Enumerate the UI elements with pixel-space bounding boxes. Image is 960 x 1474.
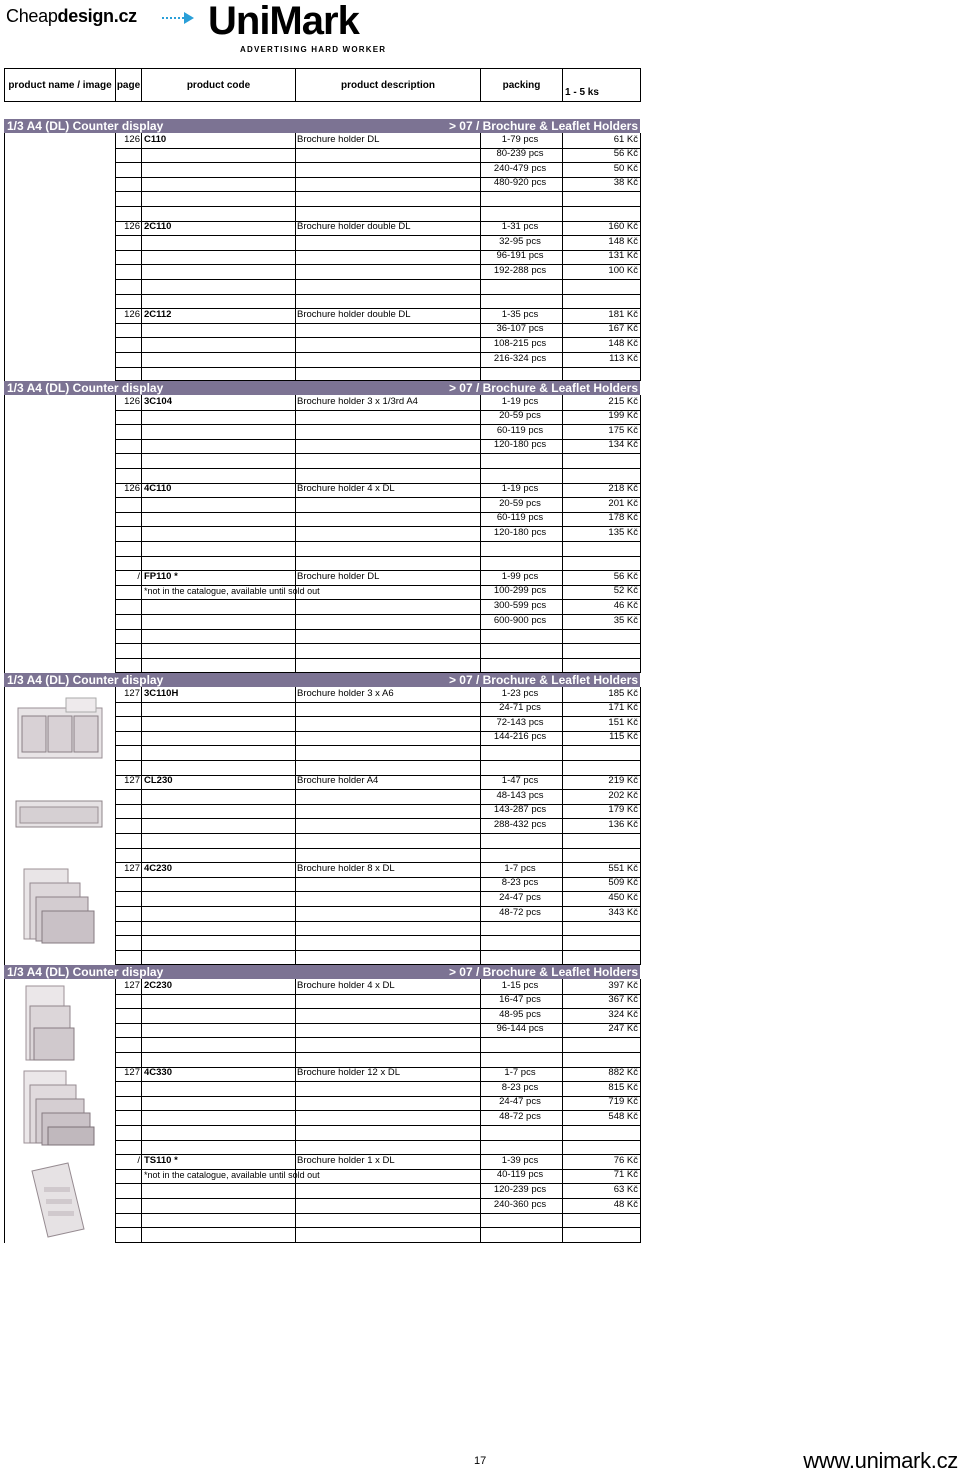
product-image	[10, 982, 110, 1066]
row-divider	[115, 367, 641, 368]
column-divider	[640, 979, 641, 1243]
tier-price: 113 Kč	[609, 352, 638, 364]
column-divider	[115, 395, 116, 673]
product-code: 2C110	[144, 221, 172, 233]
packing-tier: 1-19 pcs	[501, 483, 539, 495]
row-divider	[115, 191, 641, 192]
section-category: > 07 / Brochure & Leaflet Holders	[448, 673, 638, 687]
tier-price: 178 Kč	[608, 512, 638, 524]
packing-tier: 1-7 pcs	[504, 1067, 536, 1079]
tier-price: 76 Kč	[613, 1154, 638, 1166]
packing-tier: 240-360 pcs	[493, 1198, 547, 1210]
row-divider	[115, 950, 641, 951]
packing-tier: 60-119 pcs	[496, 512, 544, 524]
packing-tier: 100-299 pcs	[493, 585, 547, 597]
packing-tier: 1-31 pcs	[501, 221, 539, 233]
unimark-tagline: ADVERTISING HARD WORKER	[240, 45, 387, 54]
section-header	[4, 673, 640, 687]
tier-price: 56 Kč	[613, 148, 638, 160]
packing-tier: 96-191 pcs	[496, 250, 544, 262]
product-page: 127	[124, 1067, 140, 1079]
packing-tier: 72-143 pcs	[496, 716, 544, 728]
row-divider	[115, 1125, 641, 1126]
tier-price: 115 Kč	[609, 731, 638, 743]
tier-price: 52 Kč	[613, 585, 638, 597]
row-divider	[115, 658, 641, 659]
tier-price: 185 Kč	[608, 687, 638, 699]
row-divider	[115, 833, 641, 834]
packing-tier: 120-239 pcs	[493, 1184, 547, 1195]
product-page: 127	[124, 979, 140, 991]
tier-price: 175 Kč	[608, 424, 638, 436]
packing-tier: 108-215 pcs	[493, 338, 547, 349]
product-code: 4C230	[144, 862, 172, 874]
tier-price: 367 Kč	[608, 994, 638, 1006]
product-description: Brochure holder DL	[297, 570, 380, 582]
tier-price: 218 Kč	[608, 483, 638, 495]
packing-tier: 32-95 pcs	[499, 235, 541, 247]
row-divider	[115, 541, 641, 542]
column-divider	[640, 133, 641, 381]
row-divider	[115, 279, 641, 280]
packing-tier: 192-288 pcs	[493, 265, 547, 276]
section-title: 1/3 A4 (DL) Counter display	[7, 119, 164, 133]
product-code: 3C110H	[144, 687, 179, 699]
cheapdesign-logo	[6, 6, 137, 27]
product-image	[10, 777, 110, 861]
column-divider	[141, 979, 142, 1243]
product-description: Brochure holder 8 x DL	[297, 862, 395, 874]
row-divider	[115, 745, 641, 746]
tier-price: 136 Kč	[608, 819, 638, 830]
packing-tier: 48-95 pcs	[499, 1008, 541, 1020]
packing-tier: 144-216 pcs	[493, 731, 547, 743]
header-quantity	[563, 69, 640, 101]
header-page: page	[116, 69, 142, 101]
product-page: 126	[124, 483, 140, 495]
row-divider	[115, 760, 641, 761]
tier-price: 134 Kč	[608, 439, 638, 451]
packing-tier: 240-479 pcs	[493, 162, 547, 174]
row-divider	[115, 848, 641, 849]
packing-tier: 96-144 pcs	[496, 1023, 544, 1035]
row-divider	[115, 1242, 641, 1243]
row-divider	[115, 206, 641, 207]
tier-price: 450 Kč	[608, 892, 638, 903]
tier-price: 719 Kč	[608, 1096, 638, 1108]
tier-price: 167 Kč	[608, 323, 638, 335]
product-note: *not in the catalogue, available until sold out	[144, 586, 320, 597]
column-divider	[295, 687, 296, 965]
row-divider	[115, 468, 641, 469]
section-category: > 07 / Brochure & Leaflet Holders	[448, 381, 638, 395]
tier-price: 343 Kč	[608, 906, 638, 918]
section-category: > 07 / Brochure & Leaflet Holders	[448, 965, 638, 979]
packing-tier: 120-180 pcs	[493, 439, 547, 451]
product-page: 126	[124, 395, 140, 407]
packing-tier: 1-15 pcs	[501, 979, 539, 991]
product-description: Brochure holder 4 x DL	[297, 979, 395, 991]
column-divider	[115, 687, 116, 965]
product-code: 2C112	[144, 308, 172, 320]
packing-tier: 8-23 pcs	[501, 877, 539, 889]
product-code: CL230	[144, 775, 173, 787]
header-packing: packing	[481, 69, 563, 101]
product-code: 3C104	[144, 395, 172, 407]
packing-tier: 143-287 pcs	[493, 804, 547, 816]
section-title: 1/3 A4 (DL) Counter display	[7, 673, 164, 687]
column-divider	[295, 979, 296, 1243]
row-divider	[115, 643, 641, 644]
packing-tier: 36-107 pcs	[496, 323, 544, 335]
tier-price: 46 Kč	[613, 600, 638, 611]
product-description: Brochure holder double DL	[297, 308, 411, 320]
page-number: 17	[474, 1455, 487, 1467]
packing-tier: 24-47 pcs	[499, 892, 541, 903]
packing-tier: 120-180 pcs	[493, 527, 547, 538]
tier-price: 61 Kč	[613, 133, 638, 145]
row-divider	[115, 294, 641, 295]
tier-price: 551 Kč	[608, 862, 638, 874]
product-page: 127	[124, 687, 140, 699]
product-code: 4C330	[144, 1067, 172, 1079]
product-page: 127	[124, 775, 140, 787]
tier-price: 815 Kč	[608, 1081, 638, 1093]
price-table	[4, 119, 641, 1243]
product-description: Brochure holder double DL	[297, 221, 411, 233]
packing-tier: 1-7 pcs	[504, 862, 536, 874]
product-page: 127	[124, 862, 140, 874]
header-product-name: product name / image	[5, 69, 116, 101]
row-divider	[115, 556, 641, 557]
tier-price: 219 Kč	[608, 775, 638, 787]
packing-tier: 480-920 pcs	[493, 177, 547, 189]
product-note: *not in the catalogue, available until sold out	[144, 1170, 320, 1181]
row-divider	[115, 1037, 641, 1038]
row-divider	[115, 1213, 641, 1214]
packing-tier: 1-19 pcs	[501, 395, 539, 407]
tier-price: 247 Kč	[608, 1023, 638, 1035]
row-divider	[115, 921, 641, 922]
unimark-logo: UniMark	[208, 0, 359, 43]
header-product-description: product description	[296, 69, 481, 101]
product-description: Brochure holder 3 x A6	[297, 687, 394, 699]
tier-price: 202 Kč	[608, 789, 638, 801]
packing-tier: 20-59 pcs	[499, 497, 541, 509]
tier-price: 199 Kč	[608, 410, 638, 422]
column-divider	[295, 133, 296, 381]
packing-tier: 216-324 pcs	[493, 352, 547, 364]
packing-tier: 60-119 pcs	[496, 424, 544, 436]
packing-tier: 1-47 pcs	[501, 775, 539, 787]
tier-price: 131 Kč	[608, 250, 638, 262]
row-divider	[115, 453, 641, 454]
packing-tier: 1-35 pcs	[501, 308, 539, 320]
packing-tier: 300-599 pcs	[493, 600, 547, 611]
product-description: Brochure holder DL	[297, 133, 380, 145]
tier-price: 151 Kč	[608, 716, 638, 728]
packing-tier: 24-47 pcs	[499, 1096, 541, 1108]
table-header	[4, 68, 641, 102]
logo-cheap-bold: design.cz	[57, 6, 137, 26]
column-divider	[115, 979, 116, 1243]
tier-price: 50 Kč	[613, 162, 638, 174]
tier-price: 201 Kč	[608, 497, 638, 509]
column-divider	[141, 133, 142, 381]
product-image	[10, 1069, 110, 1153]
packing-tier: 80-239 pcs	[496, 148, 544, 160]
column-divider	[141, 395, 142, 673]
tier-price: 509 Kč	[608, 877, 638, 889]
tier-price: 215 Kč	[608, 395, 638, 407]
row-divider	[115, 1052, 641, 1053]
product-page: 126	[124, 221, 140, 233]
packing-tier: 48-143 pcs	[496, 789, 544, 801]
packing-tier: 40-119 pcs	[496, 1169, 544, 1181]
header-product-code: product code	[142, 69, 296, 101]
tier-price: 35 Kč	[613, 614, 638, 626]
product-image	[10, 690, 110, 774]
tier-price: 71 Kč	[613, 1169, 638, 1181]
product-code: 2C230	[144, 979, 172, 991]
column-divider	[640, 687, 641, 965]
product-code: C110	[144, 133, 167, 145]
tier-price: 56 Kč	[613, 570, 638, 582]
product-code: 4C110	[144, 483, 172, 495]
product-page: 126	[124, 133, 140, 145]
tier-price: 181 Kč	[608, 308, 638, 320]
tier-price: 148 Kč	[608, 338, 638, 349]
product-image	[10, 1157, 110, 1241]
packing-tier: 1-23 pcs	[501, 687, 539, 699]
tier-price: 397 Kč	[608, 979, 638, 991]
tier-price: 882 Kč	[608, 1067, 638, 1079]
product-page: /	[137, 570, 140, 582]
tier-price: 135 Kč	[608, 527, 638, 538]
packing-tier: 48-72 pcs	[499, 1111, 541, 1122]
tier-price: 48 Kč	[613, 1198, 638, 1210]
section-category: > 07 / Brochure & Leaflet Holders	[448, 119, 638, 133]
packing-tier: 600-900 pcs	[493, 614, 547, 626]
tier-price: 324 Kč	[608, 1008, 638, 1020]
section-header	[4, 381, 640, 395]
packing-tier: 1-39 pcs	[501, 1154, 539, 1166]
tier-price: 148 Kč	[608, 235, 638, 247]
product-description: Brochure holder 4 x DL	[297, 483, 395, 495]
tier-price: 548 Kč	[608, 1111, 638, 1122]
packing-tier: 16-47 pcs	[499, 994, 541, 1006]
product-code: TS110 *	[144, 1154, 178, 1166]
packing-tier: 20-59 pcs	[499, 410, 541, 422]
tier-price: 63 Kč	[613, 1184, 638, 1195]
column-divider	[295, 395, 296, 673]
logo-cheap-light: Cheap	[6, 6, 58, 26]
product-description: Brochure holder 12 x DL	[297, 1067, 400, 1079]
row-divider	[115, 1140, 641, 1141]
product-description: Brochure holder A4	[297, 775, 379, 787]
tier-price: 179 Kč	[608, 804, 638, 816]
tier-price: 171 Kč	[608, 702, 638, 714]
column-divider	[115, 133, 116, 381]
dotted-arrow-icon	[162, 10, 194, 26]
row-divider	[115, 1227, 641, 1228]
product-description: Brochure holder 1 x DL	[297, 1154, 395, 1166]
tier-price: 160 Kč	[608, 221, 638, 233]
packing-tier: 48-72 pcs	[499, 906, 541, 918]
product-code: FP110 *	[144, 570, 178, 582]
section-title: 1/3 A4 (DL) Counter display	[7, 381, 164, 395]
column-divider	[640, 395, 641, 673]
product-page: 126	[124, 308, 140, 320]
row-divider	[115, 629, 641, 630]
tier-price: 100 Kč	[608, 265, 638, 276]
packing-tier: 8-23 pcs	[501, 1081, 539, 1093]
tier-price: 38 Kč	[613, 177, 638, 189]
packing-tier: 1-99 pcs	[501, 570, 539, 582]
row-divider	[115, 935, 641, 936]
section-title: 1/3 A4 (DL) Counter display	[7, 965, 164, 979]
packing-tier: 24-71 pcs	[499, 702, 541, 714]
website-link[interactable]: www.unimark.cz	[803, 1448, 958, 1473]
packing-tier: 288-432 pcs	[493, 819, 547, 830]
section-header	[4, 965, 640, 979]
section-header	[4, 119, 640, 133]
product-page: /	[137, 1154, 140, 1166]
packing-tier: 1-79 pcs	[501, 133, 539, 145]
header-quantity-label: 1 - 5 ks	[565, 87, 599, 98]
product-description: Brochure holder 3 x 1/3rd A4	[297, 395, 418, 407]
product-image	[10, 865, 110, 949]
column-divider	[141, 687, 142, 965]
